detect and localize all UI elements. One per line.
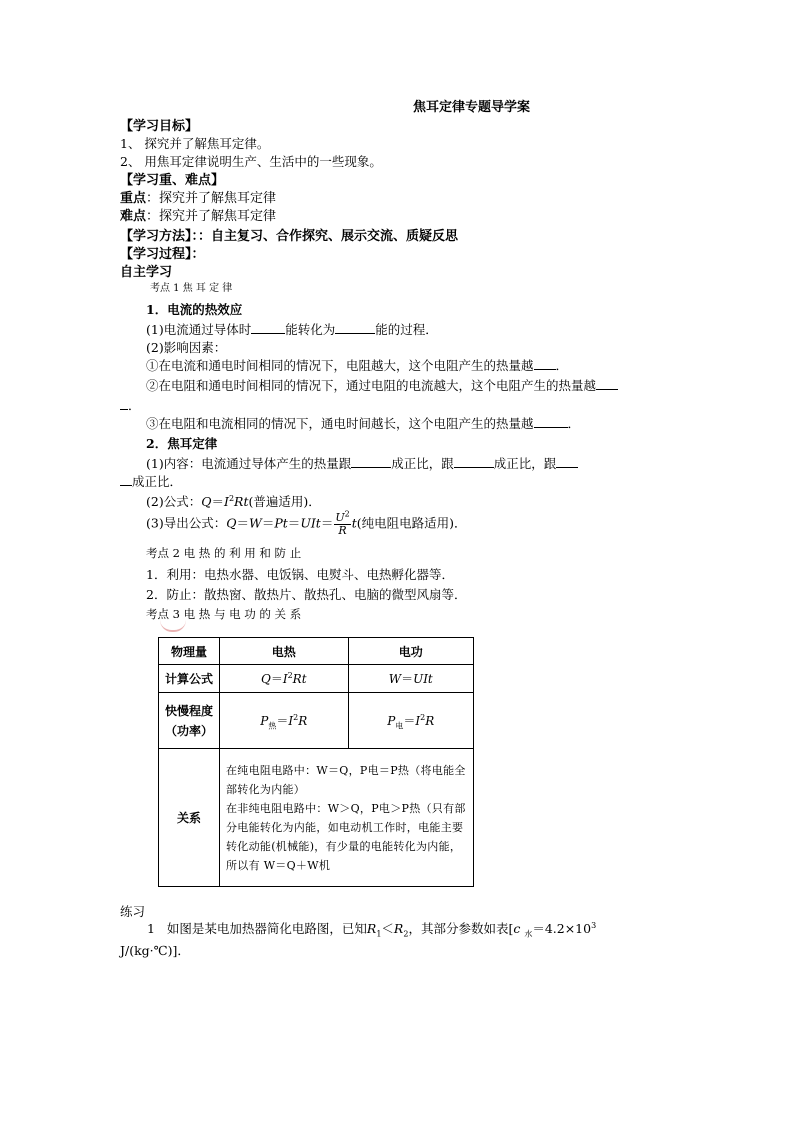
question-1-end: J/(kg·℃)]． — [120, 943, 190, 958]
section-key-heading: 【学习重、难点】 — [120, 173, 225, 188]
factor-2-end: ． — [120, 400, 141, 413]
content-d: 成正比． — [132, 474, 183, 489]
table-header-work: 电功 — [348, 638, 474, 665]
section-process: 【学习过程】： — [120, 247, 205, 262]
content-a: (1)内容：电流通过导体产生的热量跟 — [146, 456, 352, 471]
blank-1[interactable] — [251, 333, 285, 334]
difficult-text: ：探究并了解焦耳定律 — [146, 209, 277, 224]
use-item: 1．利用：电热水器、电饭锅、电熨斗、电热孵化器等． — [146, 567, 454, 582]
factor-2-text: ②在电阻和通电时间相同的情况下，通过电阻的电流越大，这个电阻产生的热量越 — [146, 378, 597, 393]
practice-heading: 练习 — [120, 904, 146, 919]
factor-1-text: ①在电流和通电时间相同的情况下，电阻越大，这个电阻产生的热量越 — [146, 358, 534, 373]
kp1-heading: 考点 1 焦 耳 定 律 — [150, 283, 233, 294]
derived-formula: (3)导出公式：Q＝W＝Pt＝UIt＝ $\frac{U^2}{R}$ t(纯电阻电路适用)． — [146, 509, 467, 537]
key-point — [120, 192, 276, 205]
question-1: 1 如图是某电加热器简化电路图，已知$R_1<R_2$，其部分参数如表[c $_水=4.2\times 10^3$ — [147, 920, 597, 939]
formula: (2)公式：$Q=I^2Rt$(普遍适用)． — [146, 493, 321, 509]
blank-4-cont — [120, 409, 128, 410]
relation-pure: 在纯电阻电路中：W＝Q，P电＝P热（将电能全部转化为内能） — [226, 763, 466, 796]
blank-2[interactable] — [335, 333, 375, 334]
difficult-point — [120, 210, 276, 223]
formula-label: (2)公式： — [146, 494, 202, 509]
factor-3: ③在电阻和电流相同的情况下，通电时间越长，这个电阻产生的热量越 ． — [146, 416, 581, 431]
content-b: 成正比，跟 — [391, 456, 454, 471]
heat-effect-item-1 — [146, 324, 438, 337]
derived-note: (纯电阻电路适用)． — [356, 515, 467, 531]
heat-effect-text-a: (1)电流通过导体时 — [146, 322, 252, 337]
heat-effect-text-c: 能的过程． — [375, 322, 438, 337]
relation-nonpure: 在非纯电阻电路中：W＞Q，P电＞P热（只有部分电能转化为内能，如电动机工作时，电能主要转化动能(机械能)，有少量的电能转化为内能，所以有 W＝Q＋W机 — [226, 801, 466, 872]
kp2-heading: 考点 2 电 热 的 利 用 和 防 止 — [146, 546, 302, 560]
table-header-heat: 电热 — [220, 638, 349, 665]
derived-label: (3)导出公式： — [146, 515, 227, 531]
fraction-u2-over-r: $\frac{U^2}{R}$ — [335, 509, 350, 537]
difficult-label: 难点 — [120, 209, 147, 224]
table-cell-heat-power: $P_热=I^2R$ — [220, 693, 349, 749]
heat-work-table — [158, 637, 474, 887]
question-text-b: ，其部分参数如表[ — [408, 921, 514, 936]
goal-2: 2、 用焦耳定律说明生产、生活中的一些现象。 — [120, 154, 382, 169]
heat-effect-heading: 1．电流的热效应 — [146, 302, 243, 317]
factors-heading: (2)影响因素： — [146, 340, 227, 355]
table-cell-heat-formula: $Q=I^2Rt$ — [220, 665, 349, 693]
joule-law-heading: 2．焦耳定律 — [146, 436, 218, 451]
blank-8[interactable] — [556, 467, 578, 468]
key-text: ：探究并了解焦耳定律 — [146, 191, 277, 206]
formula-note: (普遍适用)． — [248, 494, 321, 509]
page-title: 焦耳定律专题导学案 — [413, 100, 531, 115]
table-row-relation-label: 关系 — [159, 749, 220, 887]
content-c: 成正比，跟 — [493, 456, 557, 471]
key-label: 重点 — [120, 191, 147, 206]
question-text-c: ＝4.2×10 — [532, 921, 592, 936]
table-row-formula-label: 计算公式 — [159, 665, 220, 693]
factor-1: ①在电流和通电时间相同的情况下，电阻越大，这个电阻产生的热量越 ． — [146, 358, 569, 373]
joule-law-content — [146, 458, 578, 471]
table-header-quantity: 物理量 — [159, 638, 220, 665]
self-study-heading: 自主学习 — [120, 265, 173, 280]
section-goals-heading: 【学习目标】 — [120, 119, 199, 134]
table-row-power-label — [159, 693, 220, 749]
prevent-item: 2．防止：散热窗、散热片、散热孔、电脑的微型风扇等． — [146, 587, 467, 602]
blank-4[interactable] — [596, 389, 618, 390]
power-label-b: （功率） — [164, 723, 213, 738]
table-cell-work-power: $P_电=I^2R$ — [348, 693, 474, 749]
question-text-a: 如图是某电加热器简化电路图，已知 — [166, 921, 367, 936]
table-cell-work-formula: W＝UIt — [348, 665, 474, 693]
blank-8-cont — [120, 485, 132, 486]
factor-2 — [146, 380, 618, 393]
blank-6[interactable] — [351, 467, 391, 468]
power-label-a: 快慢程度 — [164, 703, 213, 718]
heat-effect-text-b: 能转化为 — [285, 322, 336, 337]
table-cell-relation — [220, 749, 474, 887]
blank-7[interactable] — [454, 467, 494, 468]
question-number: 1 — [147, 921, 155, 936]
joule-law-content-end — [120, 476, 182, 489]
factor-3-text: ③在电阻和电流相同的情况下，通电时间越长，这个电阻产生的热量越 — [146, 416, 534, 431]
formula-expr: Q — [201, 494, 212, 509]
blank-3[interactable] — [534, 369, 556, 370]
goal-1: 1、 探究并了解焦耳定律。 — [120, 136, 270, 151]
decorative-arc — [160, 620, 186, 632]
blank-5[interactable] — [534, 427, 568, 428]
kp3-heading: 考点 3 电 热 与 电 功 的 关 系 — [146, 607, 302, 621]
section-method: 【学习方法】：：自主复习、合作探究、展示交流、质疑反思 — [120, 229, 459, 244]
